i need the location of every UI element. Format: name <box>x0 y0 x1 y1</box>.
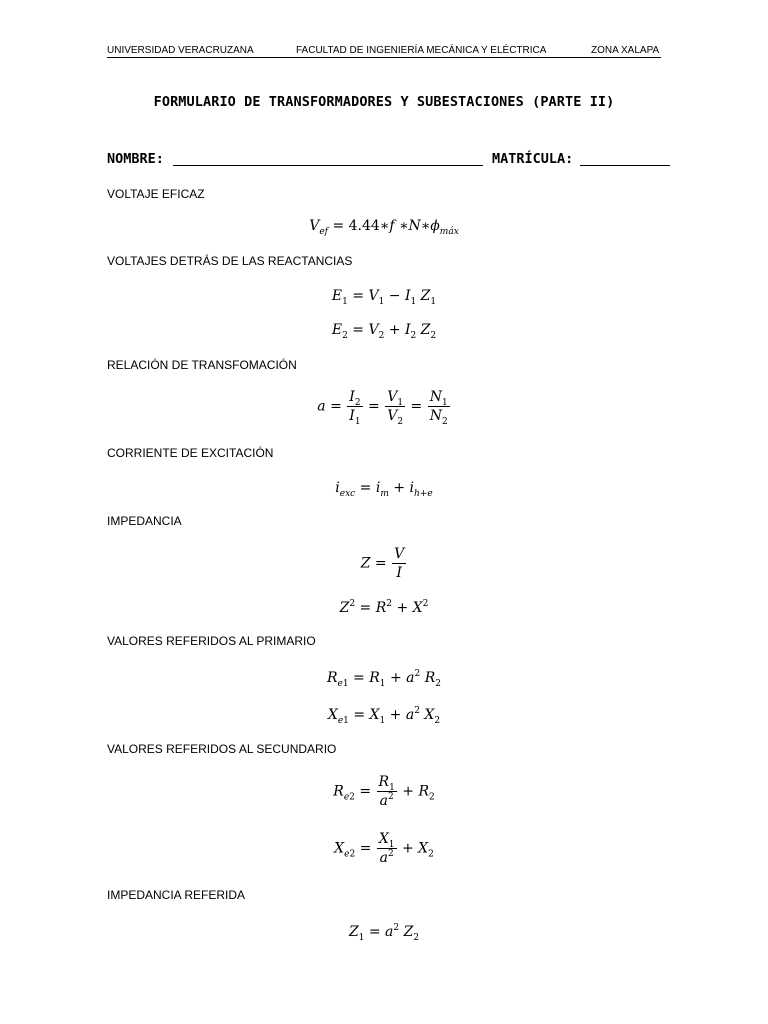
formula-referred-impedance: $Z_1 = a^2$ $Z_2$ <box>348 923 420 943</box>
formula-xe1: $X_{e1} = X_1 + a^2$ $X_2$ <box>327 706 441 726</box>
section-heading-impedancia-referida: IMPEDANCIA REFERIDA <box>107 888 246 902</box>
formula-re1: $R_{e1} = R_1 + a^2$ $R_2$ <box>327 669 441 689</box>
page-title: FORMULARIO DE TRANSFORMADORES Y SUBESTACIONES (PARTE II) <box>153 94 615 110</box>
name-field[interactable] <box>173 165 483 166</box>
formula-effective-voltage: $V_{ef}$ = 4.44∗f $∗N∗\phi_{máx}$ <box>309 218 459 237</box>
formula-impedance: Z = $\frac{V}{I}$ <box>360 546 405 581</box>
section-heading-relacion-transformacion: RELACIÓN DE TRANSFOMACIÓN <box>107 358 297 372</box>
name-label: NOMBRE: <box>107 151 164 167</box>
section-heading-referidos-primario: VALORES REFERIDOS AL PRIMARIO <box>107 634 316 648</box>
section-heading-voltajes-reactancias: VOLTAJES DETRÁS DE LAS REACTANCIAS <box>107 254 353 268</box>
page-header <box>107 45 661 58</box>
section-heading-corriente-excitacion: CORRIENTE DE EXCITACIÓN <box>107 446 274 460</box>
id-label: MATRÍCULA: <box>492 151 574 167</box>
formula-e2: $E_2 = V_2 + I_2$ $Z_2$ <box>331 322 437 341</box>
formula-excitation-current: $i_{exc} = i_m + i_{h+e}$ <box>335 480 433 499</box>
formula-re2: $R_{e2}$ = $\frac{R_1}{a^2}$ + $R_2$ <box>333 774 435 809</box>
section-heading-referidos-secundario: VALORES REFERIDOS AL SECUNDARIO <box>107 742 337 756</box>
formula-e1: $E_1 = V_1 - I_1$ $Z_1$ <box>331 288 437 307</box>
formula-impedance-squared: $Z^2 = R^2 + X^2$ <box>339 599 429 616</box>
section-heading-voltaje-eficaz: VOLTAJE EFICAZ <box>107 187 205 201</box>
formula-xe2: $X_{e2}$ = $\frac{X_1}{a^2}$ + $X_2$ <box>334 831 434 866</box>
formula-transformation-ratio: a = $\frac{I_2}{I_1}$ = $\frac{V_1}{V_2}$ = $\frac{N_1}{N_2}$ <box>317 389 448 427</box>
id-field[interactable] <box>580 165 670 166</box>
header-zone: ZONA XALAPA <box>591 45 660 56</box>
header-faculty: FACULTAD DE INGENIERÍA MECÁNICA Y ELÉCTRICA <box>296 45 547 56</box>
section-heading-impedancia: IMPEDANCIA <box>107 514 182 528</box>
header-university: UNIVERSIDAD VERACRUZANA <box>107 45 254 56</box>
